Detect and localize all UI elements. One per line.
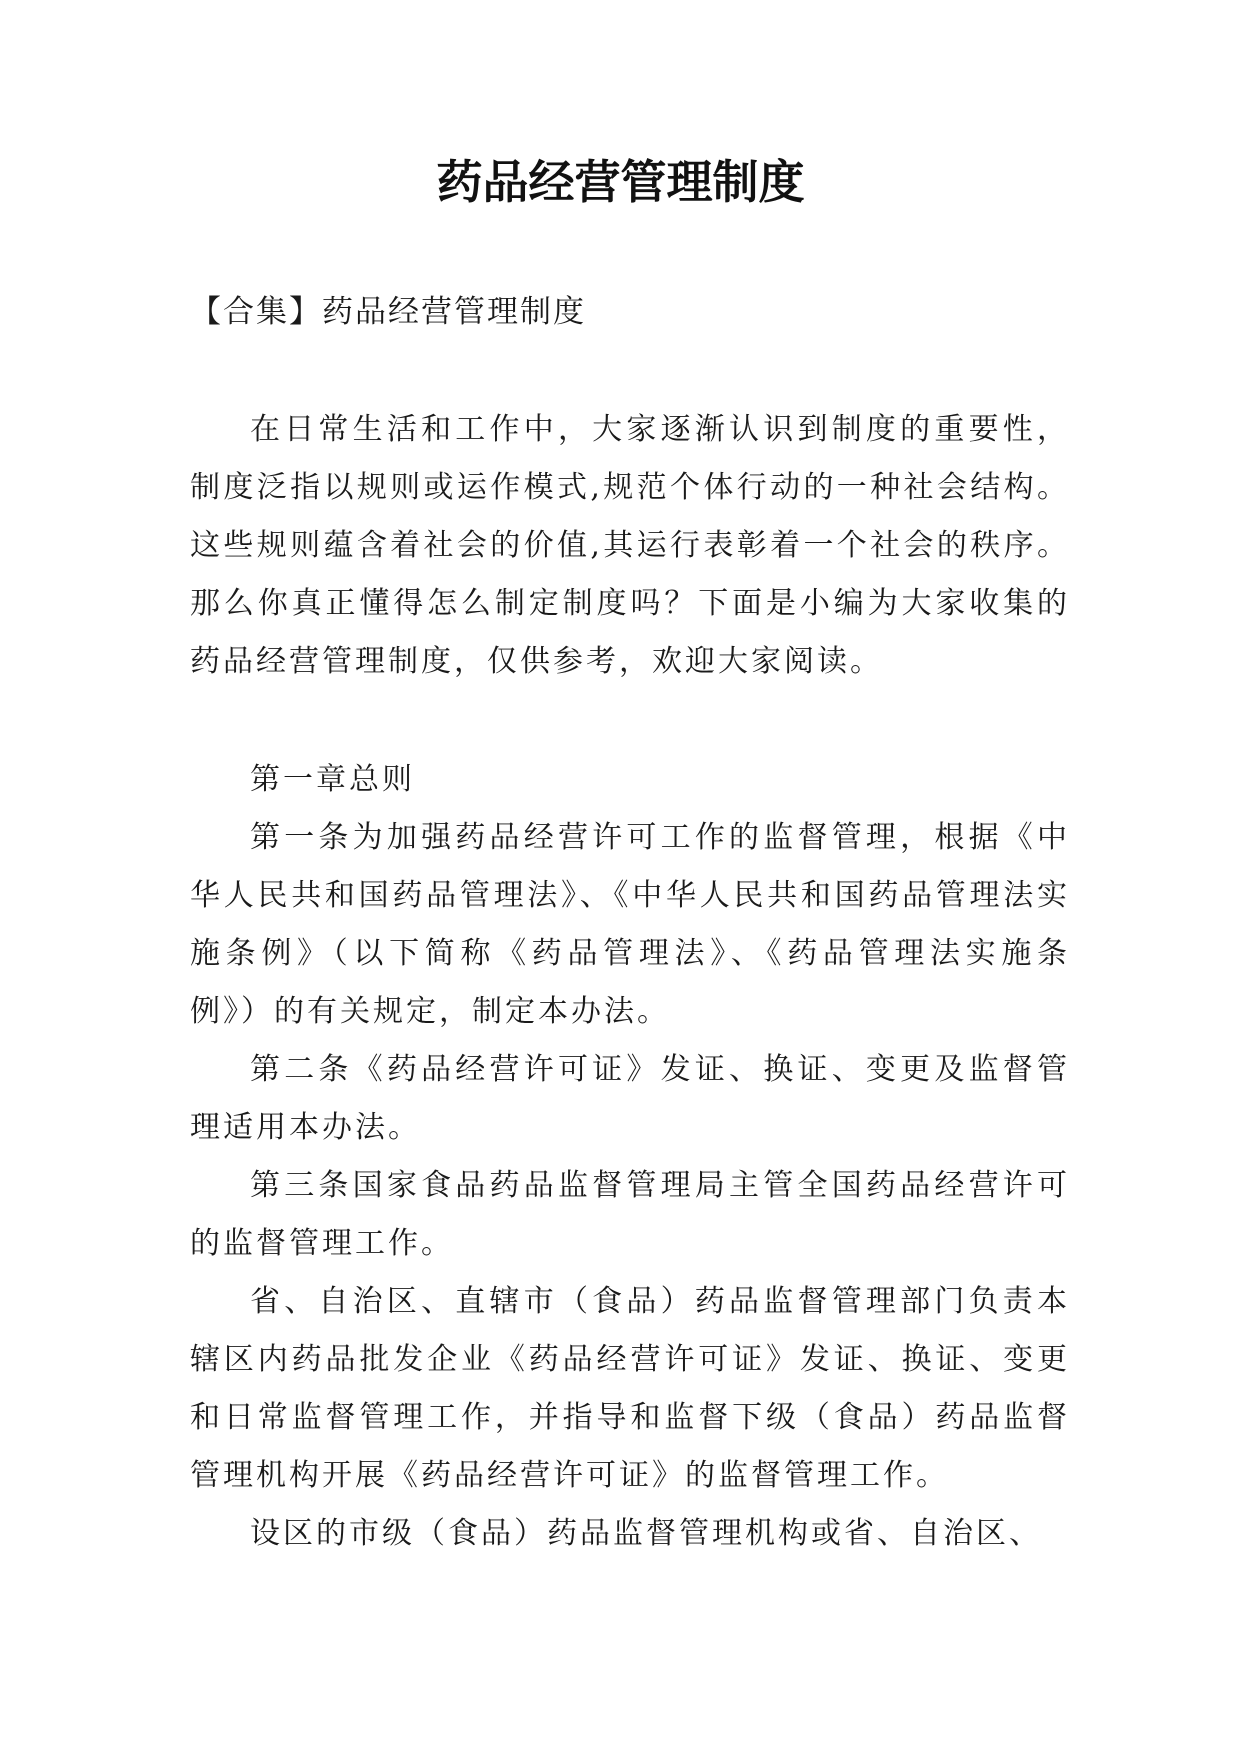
document-title: 药品经营管理制度 bbox=[436, 155, 805, 209]
document-subtitle: 【合集】药品经营管理制度 bbox=[190, 294, 586, 330]
chapter-heading: 第一章总则 bbox=[250, 762, 415, 797]
article-paragraph: 第一条为加强药品经营许可工作的监督管理，根据《中华人民共和国药品管理法》、《中华人民共和国药品管理法实施条例》（以下简称《药品管理法》、《药品管理法实施条例》）的有关规定，制定本办法。 bbox=[190, 820, 1070, 1029]
article-paragraph: 第三条国家食品药品监督管理局主管全国药品经营许可的监督管理工作。 bbox=[190, 1168, 1070, 1261]
intro-paragraph: 在日常生活和工作中，大家逐渐认识到制度的重要性，制度泛指以规则或运作模式,规范个体行动的一种社会结构。这些规则蕴含着社会的价值,其运行表彰着一个社会的秩序。那么你真正懂得怎么制定制度吗？下面是小编为大家收集的药品经营管理制度，仅供参考，欢迎大家阅读。 bbox=[190, 412, 1070, 679]
intro-section bbox=[190, 401, 1070, 691]
article-paragraph: 第二条《药品经营许可证》发证、换证、变更及监督管理适用本办法。 bbox=[190, 1052, 1070, 1145]
articles-section bbox=[190, 751, 1070, 1563]
article-paragraph: 省、自治区、直辖市（食品）药品监督管理部门负责本辖区内药品批发企业《药品经营许可证》发证、换证、变更和日常监督管理工作，并指导和监督下级（食品）药品监督管理机构开展《药品经营许可证》的监督管理工作。 bbox=[190, 1284, 1070, 1493]
article-paragraph: 设区的市级（食品）药品监督管理机构或省、自治区、 bbox=[250, 1516, 1042, 1551]
